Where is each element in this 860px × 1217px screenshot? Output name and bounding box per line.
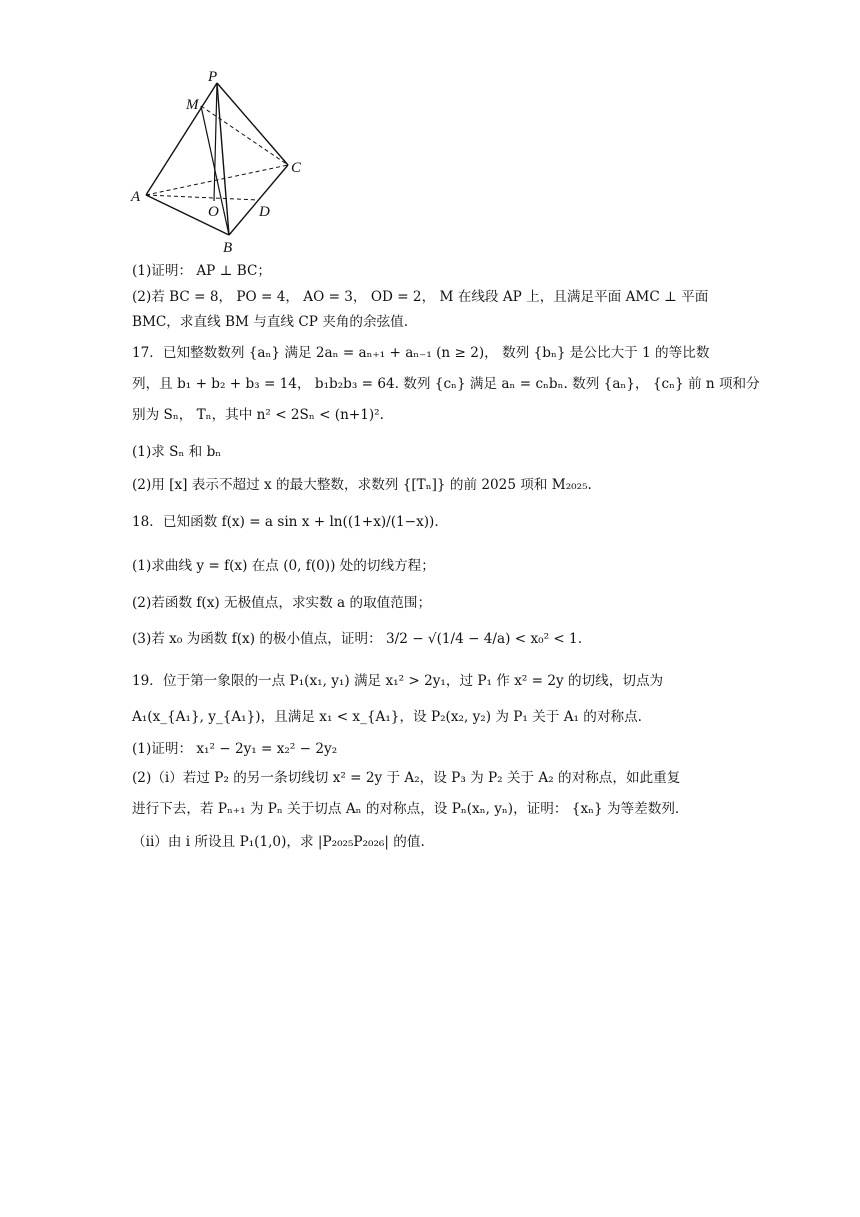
edge-AD xyxy=(146,195,259,200)
label-D: D xyxy=(259,204,270,220)
edge-PO xyxy=(214,83,217,201)
q19-part2-line1: (2)（i）若过 P₂ 的另一条切线切 x² = 2y 于 A₂，设 P₃ 为 P₂ 关于 A₂ 的对称点，如此重复 xyxy=(132,770,681,786)
label-C: C xyxy=(291,160,302,176)
q19-part2-line2: 进行下去，若 Pₙ₊₁ 为 Pₙ 关于切点 Aₙ 的对称点，设 Pₙ(xₙ, yₙ)，证明： {xₙ} 为等差数列. xyxy=(132,801,680,817)
q18-stem: 18．已知函数 f(x) = a sin x + ln((1+x)/(1−x)). xyxy=(132,514,439,530)
q19-part1: (1)证明： x₁² − 2y₁ = x₂² − 2y₂ xyxy=(132,741,338,757)
q17-part2: (2)用 [x] 表示不超过 x 的最大整数，求数列 {[Tₙ]} 的前 2025 项和 M₂₀₂₅. xyxy=(132,477,592,493)
q16-part2-line2: BMC，求直线 BM 与直线 CP 夹角的余弦值. xyxy=(132,314,409,330)
q16-part1: (1)证明： AP ⊥ BC； xyxy=(132,263,271,279)
q18-part1: (1)求曲线 y = f(x) 在点 (0, f(0)) 处的切线方程； xyxy=(132,558,435,574)
label-P: P xyxy=(208,69,218,85)
label-O: O xyxy=(208,204,219,220)
q17-stem-line2: 列，且 b₁ + b₂ + b₃ = 14， b₁b₂b₃ = 64. 数列 {cₙ} 满足 aₙ = cₙbₙ. 数列 {aₙ}， {cₙ} 前 n 项和分 xyxy=(132,376,760,392)
label-B: B xyxy=(223,240,233,256)
edge-PA xyxy=(146,83,217,195)
label-A: A xyxy=(131,189,141,205)
q17-part1: (1)求 Sₙ 和 bₙ xyxy=(132,444,222,460)
q19-part2-line3: （ii）由 i 所设且 P₁(1,0)，求 |P₂₀₂₅P₂₀₂₆| 的值. xyxy=(132,834,425,850)
q17-stem-line1: 17．已知整数数列 {aₙ} 满足 2aₙ = aₙ₊₁ + aₙ₋₁ (n ≥ 2)， 数列 {bₙ} 是公比大于 1 的等比数 xyxy=(132,345,710,361)
edge-PC xyxy=(217,83,288,165)
q18-part3: (3)若 x₀ 为函数 f(x) 的极小值点，证明： 3/2 − √(1/4 − 4/a) < x₀² < 1. xyxy=(132,631,583,647)
label-M: M xyxy=(186,97,199,113)
pyramid-figure xyxy=(128,68,328,258)
q16-part2-line1: (2)若 BC = 8， PO = 4， AO = 3， OD = 2， M 在线段 AP 上，且满足平面 AMC ⊥ 平面 xyxy=(132,289,709,305)
q19-stem-line1: 19．位于第一象限的一点 P₁(x₁, y₁) 满足 x₁² > 2y₁，过 P₁ 作 x² = 2y 的切线，切点为 xyxy=(132,673,664,689)
q17-stem-line3: 别为 Sₙ， Tₙ，其中 n² < 2Sₙ < (n+1)². xyxy=(132,407,384,423)
q19-stem-line2: A₁(x_{A₁}, y_{A₁})，且满足 x₁ < x_{A₁}，设 P₂(x₂, y₂) 为 P₁ 关于 A₁ 的对称点. xyxy=(132,709,642,725)
q18-part2: (2)若函数 f(x) 无极值点，求实数 a 的取值范围； xyxy=(132,595,432,611)
